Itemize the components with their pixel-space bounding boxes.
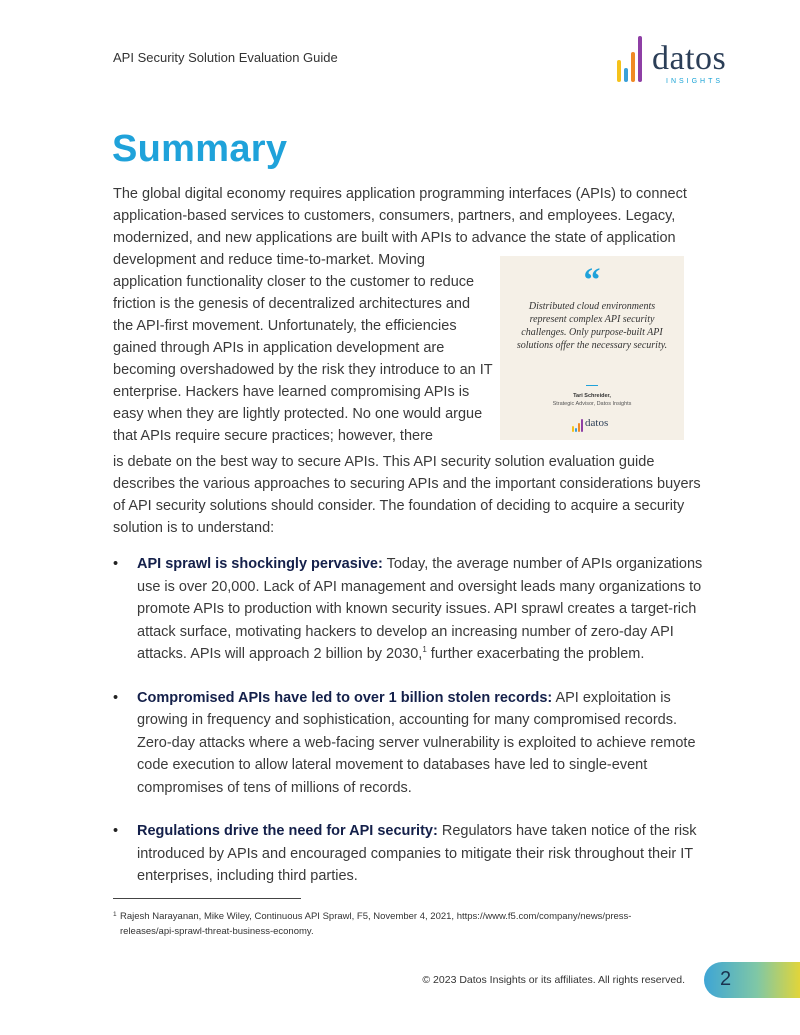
datos-insights-logo — [614, 32, 744, 92]
logo-bar-icon — [581, 419, 583, 432]
logo-bar-icon — [578, 423, 580, 432]
intro-paragraph-b: development and reduce time-to-market. Moving application functionality closer to the customer to reduce friction is the genesis of decentralized architectures and the API-first movement. Unfortunately, the efficiencies gained through APIs in application development are becoming overshadowed by the risk they introduce to an IT enterprise. Hackers have learned compromising APIs is easy when they are lightly protected. No one would argue that APIs require secure practices; however, there — [113, 252, 493, 444]
footnote-ref-link[interactable]: 1 — [422, 645, 427, 655]
bullet-text: Regulators have taken notice of the risk introduced by APIs and encouraged companies to mitigate their risk throughout their IT enterprises, including third parties. — [137, 823, 697, 884]
logo-bar-icon — [575, 428, 577, 432]
logo-bar-icon — [631, 52, 635, 82]
intro-paragraph-a: The global digital economy requires application programming interfaces (APIs) to connect application-based services to customers, consumers, partners, and employees. Legacy, modernized, and new applications are built with APIs to advance the state of application — [113, 186, 687, 246]
intro-paragraph-c: is debate on the best way to secure APIs. This API security solution evaluation guide describes the various approaches to securing APIs and the important considerations buyers of API security solutions should consider. The foundation of deciding to acquire a security solution is to understand: — [113, 454, 701, 536]
logo-bar-icon — [638, 36, 642, 82]
bullet-text: Today, the average number of APIs organizations use is over 20,000. Lack of API management and oversight leads many organizations to promote APIs to production with known security issues. API sprawl creates a target-rich attack surface, motivating hackers to develop an increasing number of zero-day API attacks. APIs will approach 2 billion by 2030, — [137, 556, 703, 662]
bullet-text: API exploitation is growing in frequency and sophistication, accounting for many compromised records. Zero-day attacks where a web-facing server vulnerability is exploited to achieve remote code execution to allow lateral movement to databases have led to single-event compromises of tens of millions of records. — [137, 689, 696, 796]
page-number-badge — [704, 962, 800, 998]
bullet-lead: API sprawl is shockingly pervasive: — [137, 556, 383, 572]
quote-author: Tari Schreider, — [573, 393, 611, 399]
list-item — [113, 687, 713, 800]
bullet-lead: Compromised APIs have led to over 1 billion stolen records: — [137, 689, 553, 706]
quote-author-role: Strategic Advisor, Datos Insights — [552, 401, 632, 407]
copyright-notice: © 2023 Datos Insights or its affiliates. All rights reserved. — [422, 974, 685, 986]
footnote — [113, 909, 673, 939]
page-title: Summary — [112, 128, 288, 170]
footnote-number: 1 — [113, 911, 117, 918]
bullet-text-tail: further exacerbating the problem. — [426, 646, 645, 662]
key-points-list — [113, 553, 713, 909]
footnote-text: Rajesh Narayanan, Mike Wiley, Continuous API Sprawl, F5, November 4, 2021, https://www.f5.com/company/news/press-releases/api-sprawl-threat-business-economy. — [120, 911, 632, 937]
logo-wordmark: datos — [652, 40, 727, 77]
pull-quote-text: Distributed cloud environments represent complex API security challenges. Only purpose-built API solutions offer the necessary security. — [516, 301, 668, 351]
logo-bar-icon — [572, 426, 574, 432]
document-header-title: API Security Solution Evaluation Guide — [113, 50, 338, 65]
footnote-divider — [113, 898, 301, 899]
quote-divider — [586, 385, 598, 386]
list-item — [113, 820, 713, 888]
logo-bar-icon — [617, 60, 621, 82]
logo-subtitle: INSIGHTS — [666, 78, 724, 85]
pull-quote — [500, 256, 684, 440]
quote-logo — [572, 416, 622, 434]
list-item — [113, 553, 713, 666]
page-number: 2 — [720, 968, 732, 990]
quote-mark-icon: “ — [583, 262, 601, 299]
logo-bar-icon — [624, 68, 628, 82]
bullet-lead: Regulations drive the need for API security: — [137, 823, 438, 839]
quote-logo-wordmark: datos — [585, 417, 609, 429]
